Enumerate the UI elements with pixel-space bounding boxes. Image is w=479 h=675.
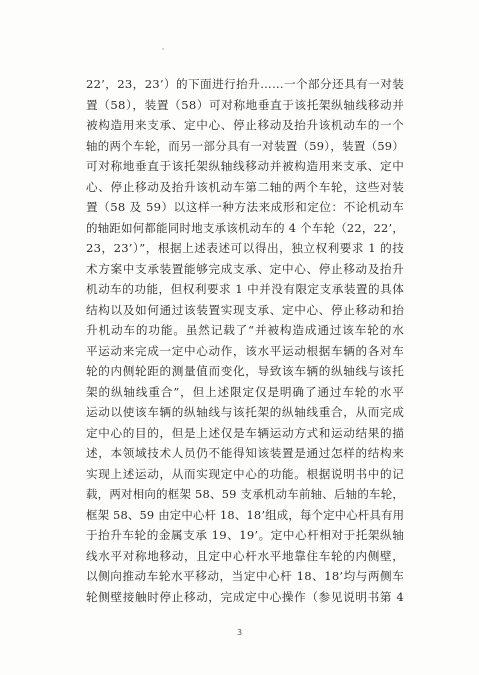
text-line: 心、停止移动及抬升该机动车第二轴的两个车轮，这些对装 — [86, 179, 404, 194]
text-line: 线水平对称地移动，且定中心杆水平地靠住车轮的内侧壁， — [86, 548, 404, 563]
text-line: 23，23’）”，根据上述表述可以得出，独立权利要求 1 的技 — [86, 241, 404, 255]
text-line: 载，两对相向的框架 58、59 支承机动车前轴、后轴的车轮， — [86, 487, 404, 501]
text-line: 于抬升车轮的金属支承 19、19’。定中心杆相对于托架纵轴 — [86, 528, 404, 542]
scan-speck — [162, 48, 164, 50]
text-line: 被构造用来支承、定中心、停止移动及抬升该机动车的一个 — [86, 118, 404, 132]
text-line: 述，本领域技术人员仍不能得知该装置是通过怎样的结构来 — [86, 446, 404, 460]
text-line: 结构以及如何通过该装置实现支承、定中心、停止移动和抬 — [86, 302, 404, 317]
text-line: 定中心的目的，但是上述仅是车辆运动方式和运动结果的描 — [86, 425, 404, 440]
body-text — [86, 74, 404, 607]
text-line: 运动以使该车辆的纵轴线与该托架的纵轴线重合，从而完成 — [86, 405, 404, 419]
page-number: 3 — [236, 628, 243, 637]
text-line: 轴的两个车轮，而另一部分具有一对装置（59），装置（59） — [86, 138, 404, 153]
text-line: 22’，23，23’）的下面进行抬升……一个部分还具有一对装 — [86, 77, 404, 91]
text-line: 可对称地垂直于该托架纵轴线移动并被构造用来支承、定中 — [86, 159, 404, 173]
text-line: 架的纵轴线重合”，但上述限定仅是明确了通过车轮的水平 — [86, 384, 404, 399]
text-line: 以侧向推动车轮水平移动，当定中心杆 18、18’均与两侧车 — [86, 569, 404, 583]
text-line: 置（58），装置（58）可对称地垂直于该托架纵轴线移动并 — [86, 97, 404, 112]
text-line: 术方案中支承装置能够完成支承、定中心、停止移动及抬升 — [86, 261, 404, 276]
text-line: 平运动来完成一定中心动作，该水平运动根据车辆的各对车 — [86, 343, 404, 358]
text-line: 机动车的功能，但权利要求 1 中并没有限定支承装置的具体 — [86, 282, 404, 296]
text-line: 轮的内侧轮距的测量值而变化，导致该车辆的纵轴线与该托 — [86, 364, 404, 378]
text-line: 置（58 及 59）以这样一种方法来成形和定位：不论机动车 — [86, 200, 404, 214]
text-line: 框架 58、59 由定中心杆 18、18’组成，每个定中心杆具有用 — [86, 507, 405, 522]
text-line: 实现上述运动，从而实现定中心的功能。根据说明书中的记 — [86, 466, 404, 481]
text-line: 轮侧壁接触时停止移动，完成定中心操作（参见说明书第 4 — [86, 589, 404, 604]
text-line: 升机动车的功能。虽然记载了“并被构造成通过该车轮的水 — [86, 323, 404, 337]
text-line: 的轴距如何都能同时地支承该机动车的 4 个车轮（22，22’， — [86, 220, 404, 235]
